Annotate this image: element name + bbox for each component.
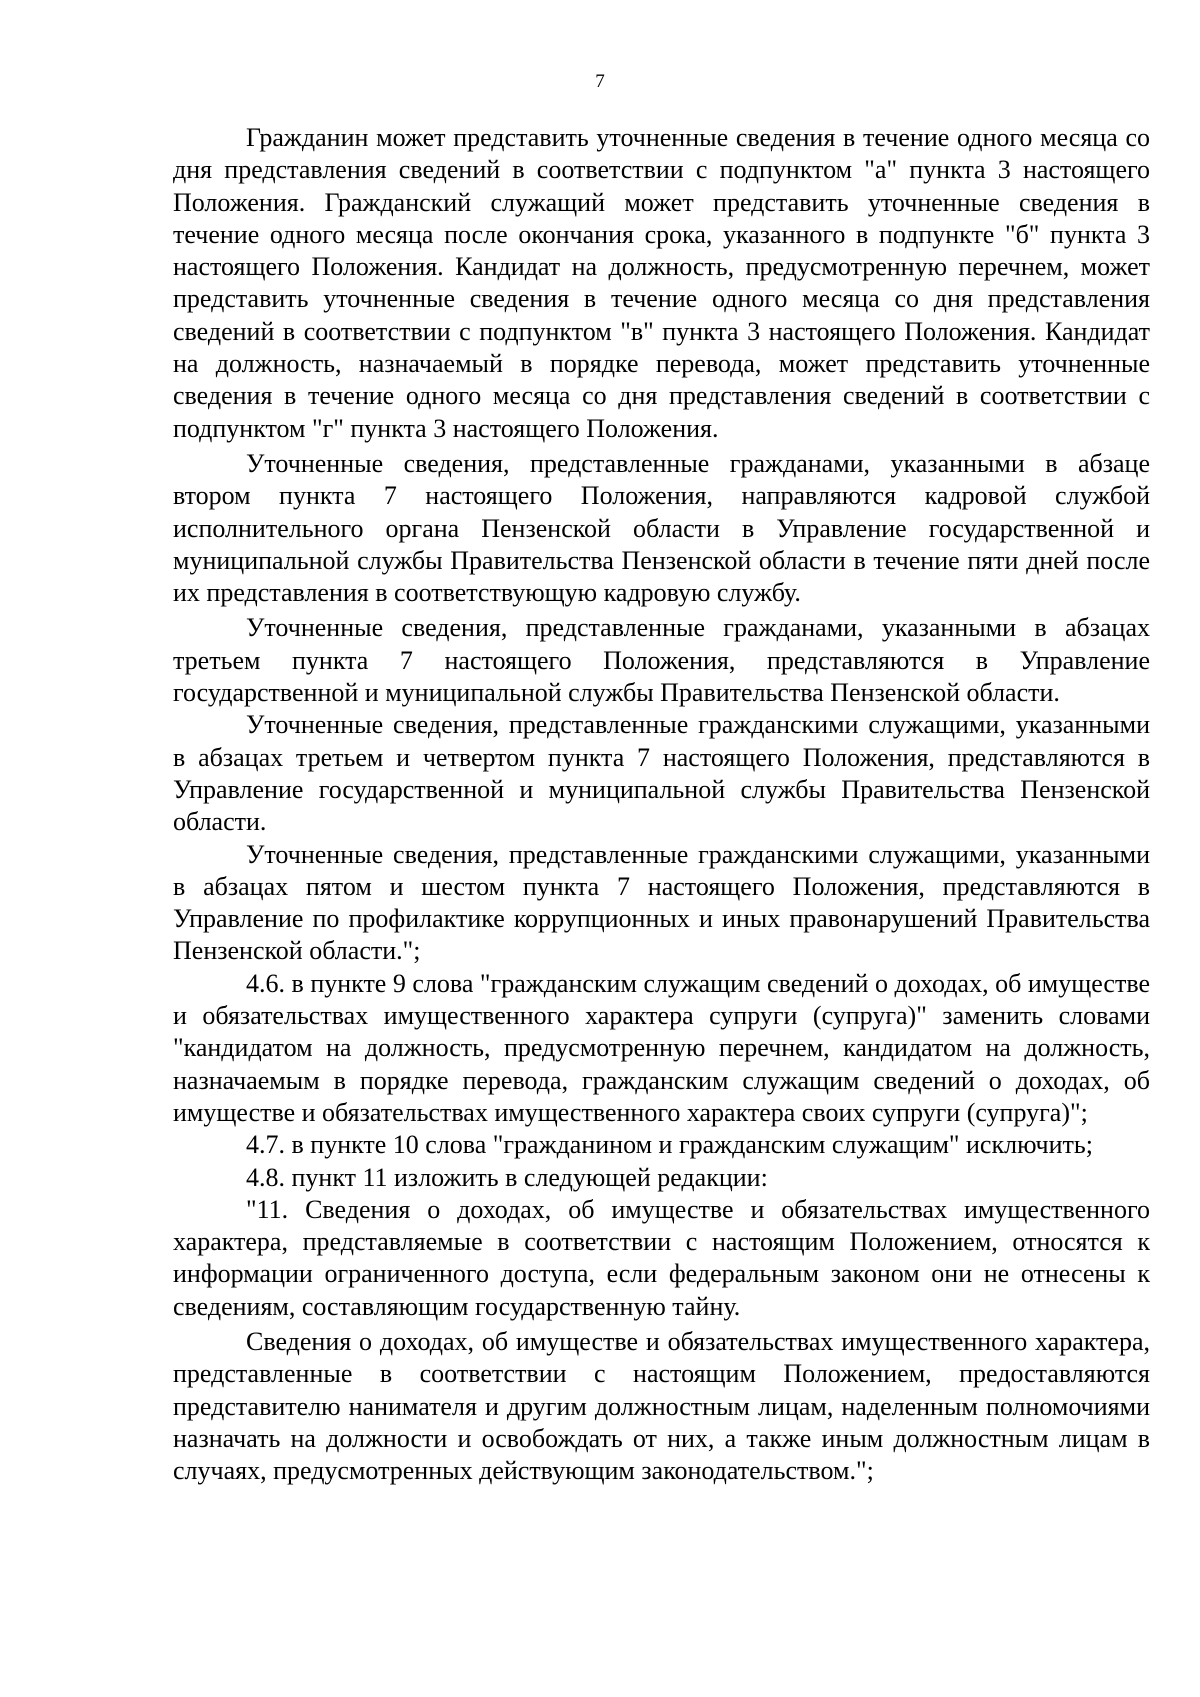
paragraph-clarified-info-deadlines: Гражданин может представить уточненные сведения в течение одного месяца со дня представления сведений в соответствии с подпунктом "а" пункта 3 настоящего Положения. Гражданский служащий может представить уточненные сведения в течение одного месяца после окончания срока, указанного в подпункте "б" пункта 3 настоящего Положения. Кандидат на должность, предусмотренную перечнем, может представить уточненные сведения в течение одного месяца со дня представления сведений в соответствии с подпунктом "в" пункта 3 настоящего Положения. Кандидат на должность, назначаемый в порядке перевода, может представить уточненные сведения в течение одного месяца со дня представления сведений в соответствии с подпунктом "г" пункта 3 настоящего Положения.	[173, 123, 1150, 443]
paragraph-civil-servants-third-fourth: Уточненные сведения, представленные гражданскими служащими, указанными в абзацах третьем и четвертом пункта 7 настоящего Положения, представляются в Управление государственной и муниципальной службы Правительства Пензенской области.	[173, 710, 1150, 837]
paragraph-item-4-6: 4.6. в пункте 9 слова "гражданским служащим сведений о доходах, об имуществе и обязательствах имущественного характера супруги (супруга)" заменить словами "кандидатом на должность, предусмотренную перечнем, кандидатом на должность, назначаемым в порядке перевода, гражданским служащим сведений о доходах, об имуществе и обязательствах имущественного характера своих супруги (супруга)";	[173, 968, 1150, 1127]
paragraph-citizens-third-indent: Уточненные сведения, представленные гражданами, указанными в абзацах третьем пункта 7 настоящего Положения, представляются в Управление государственной и муниципальной службы Правительства Пензенской области.	[173, 613, 1150, 708]
page-number: 7	[595, 71, 605, 92]
paragraph-item-4-7: 4.7. в пункте 10 слова "гражданином и гражданским служащим" исключить;	[246, 1130, 1093, 1160]
paragraph-item-4-8: 4.8. пункт 11 изложить в следующей редакции:	[246, 1162, 768, 1192]
paragraph-info-provision: Сведения о доходах, об имуществе и обязательствах имущественного характера, представленные в соответствии с настоящим Положением, предоставляются представителю нанимателя и другим должностным лицам, наделенным полномочиями назначать на должности и освобождать от них, а также иным должностным лицам в случаях, предусмотренных действующим законодательством.";	[173, 1326, 1150, 1486]
document-body	[173, 122, 1150, 1487]
paragraph-new-point-11: "11. Сведения о доходах, об имуществе и обязательствах имущественного характера, представляемые в соответствии с настоящим Положением, относятся к информации ограниченного доступа, если федеральным законом они не отнесены к сведениям, составляющим государственную тайну.	[173, 1194, 1150, 1321]
paragraph-citizens-second-indent: Уточненные сведения, представленные гражданами, указанными в абзаце втором пункта 7 настоящего Положения, направляются кадровой службой исполнительного органа Пензенской области в Управление государственной и муниципальной службы Правительства Пензенской области в течение пяти дней после их представления в соответствующую кадровую службу.	[173, 448, 1150, 608]
paragraph-civil-servants-fifth-sixth: Уточненные сведения, представленные гражданскими служащими, указанными в абзацах пятом и шестом пункта 7 настоящего Положения, представляются в Управление по профилактике коррупционных и иных правонарушений Правительства Пензенской области.";	[173, 839, 1150, 966]
